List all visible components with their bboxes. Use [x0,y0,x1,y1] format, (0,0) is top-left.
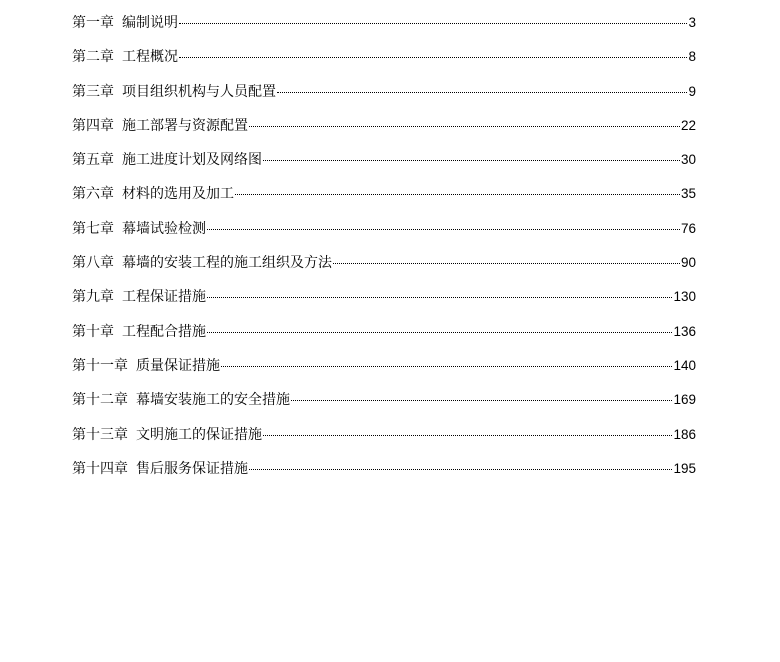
dot-leader [179,57,687,58]
toc-entry-14[interactable] [72,458,696,492]
chapter-number: 第七章 [72,220,114,237]
dot-leader [179,23,687,24]
toc-entry-11[interactable] [72,355,696,389]
chapter-number: 第四章 [72,117,114,134]
dot-leader [207,229,680,230]
dot-leader [263,160,680,161]
toc-entry-8[interactable] [72,252,696,286]
chapter-title: 施工部署与资源配置 [122,117,248,134]
page-number: 140 [673,357,696,373]
page-number: 169 [673,392,696,408]
chapter-title: 工程保证措施 [122,289,206,306]
page-number: 195 [673,460,696,476]
toc-entry-7[interactable] [72,218,696,252]
toc-entry-6[interactable] [72,183,696,217]
chapter-title: 编制说明 [122,15,178,31]
page-number: 76 [680,220,696,236]
chapter-title: 工程概况 [122,49,178,66]
chapter-title: 施工进度计划及网络图 [122,152,262,169]
toc-entry-1[interactable] [72,12,696,46]
chapter-title: 质量保证措施 [136,357,220,374]
page-number: 186 [673,426,696,442]
page-number: 8 [688,49,696,65]
chapter-title: 材料的选用及加工 [122,186,234,203]
page-number: 35 [680,186,696,202]
dot-leader [221,366,672,367]
dot-leader [333,263,680,264]
dot-leader [291,400,672,401]
page-number: 30 [680,152,696,168]
chapter-title: 工程配合措施 [122,323,206,340]
chapter-number: 第九章 [72,289,114,306]
chapter-number: 第十三章 [72,426,128,443]
page-number: 90 [680,255,696,271]
toc-entry-5[interactable] [72,149,696,183]
chapter-number: 第六章 [72,186,114,203]
chapter-number: 第十二章 [72,392,128,409]
dot-leader [235,194,680,195]
page-number: 136 [673,323,696,339]
dot-leader [277,92,687,93]
chapter-number: 第二章 [72,49,114,66]
toc-entry-10[interactable] [72,321,696,355]
page-number: 9 [688,83,696,99]
page-number: 22 [680,117,696,133]
chapter-title: 幕墙试验检测 [122,220,206,237]
chapter-title: 项目组织机构与人员配置 [122,83,276,100]
toc-entry-4[interactable] [72,115,696,149]
dot-leader [207,297,672,298]
dot-leader [207,332,672,333]
chapter-number: 第十四章 [72,460,128,477]
chapter-number: 第一章 [72,15,114,31]
chapter-number: 第五章 [72,152,114,169]
table-of-contents [72,12,696,492]
toc-entry-9[interactable] [72,286,696,320]
chapter-number: 第十章 [72,323,114,340]
chapter-title: 幕墙的安装工程的施工组织及方法 [122,255,332,272]
page-number: 130 [673,289,696,305]
toc-entry-3[interactable] [72,81,696,115]
toc-entry-2[interactable] [72,46,696,80]
toc-entry-13[interactable] [72,424,696,458]
chapter-number: 第十一章 [72,357,128,374]
chapter-title: 文明施工的保证措施 [136,426,262,443]
dot-leader [249,469,672,470]
chapter-title: 幕墙安装施工的安全措施 [136,392,290,409]
dot-leader [263,435,672,436]
dot-leader [249,126,680,127]
chapter-title: 售后服务保证措施 [136,460,248,477]
toc-entry-12[interactable] [72,389,696,423]
page-number: 3 [688,15,696,30]
chapter-number: 第三章 [72,83,114,100]
chapter-number: 第八章 [72,255,114,272]
